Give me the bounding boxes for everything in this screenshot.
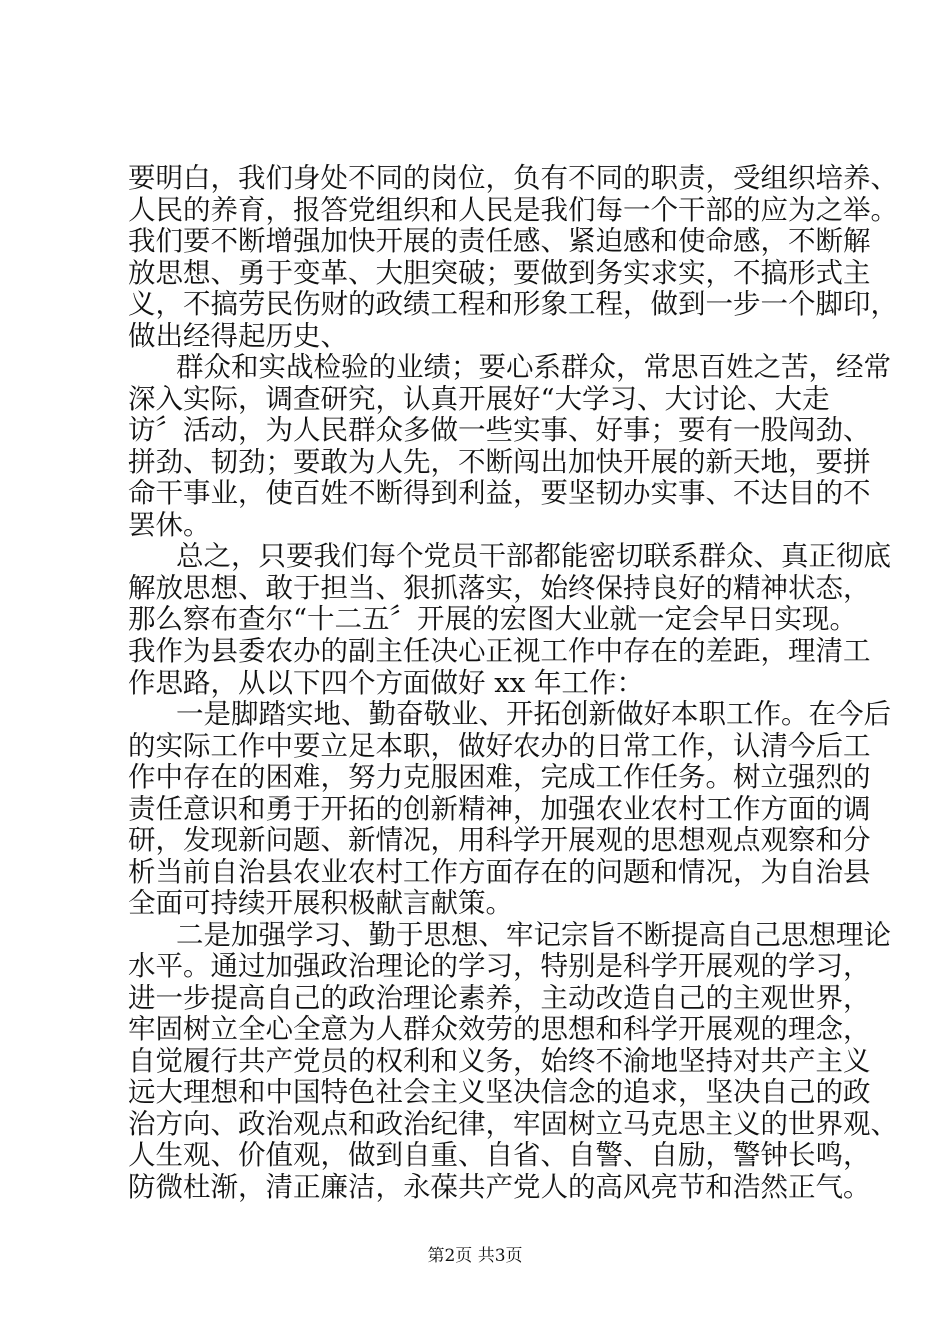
text-line: 一是脚踏实地、勤奋敬业、开拓创新做好本职工作。在今后	[176, 698, 891, 730]
text-line: 牢固树立全心全意为人群众效劳的思想和科学开展观的理念，	[128, 1013, 871, 1045]
text-line: 责任意识和勇于开拓的创新精神，加强农业农村工作方面的调	[128, 793, 871, 825]
text-line: 作思路，从以下四个方面做好 xx 年工作：	[128, 667, 644, 699]
text-line: 人生观、价值观，做到自重、自省、自警、自励，警钟长鸣，	[128, 1139, 871, 1171]
text-line: 命干事业，使百姓不断得到利益，要坚韧办实事、不达目的不	[128, 477, 871, 509]
text-line: 拼劲、韧劲；要敢为人先，不断闯出加快开展的新天地，要拼	[128, 446, 871, 478]
text-line: 的实际工作中要立足本职，做好农办的日常工作，认清今后工	[128, 730, 871, 762]
text-line: 防微杜渐，清正廉洁，永葆共产党人的高风亮节和浩然正气。	[128, 1171, 871, 1203]
text-line: 群众和实战检验的业绩；要心系群众，常思百姓之苦，经常	[176, 351, 891, 383]
text-line: 治方向、政治观点和政治纪律，牢固树立马克思主义的世界观、	[128, 1108, 898, 1140]
page-number-footer: 第2页 共3页	[427, 1246, 523, 1266]
text-line: 解放思想、敢于担当、狠抓落实，始终保持良好的精神状态，	[128, 572, 871, 604]
text-line: 进一步提高自己的政治理论素养，主动改造自己的主观世界，	[128, 982, 871, 1014]
text-line: 研，发现新问题、新情况，用科学开展观的思想观点观察和分	[128, 824, 871, 856]
text-line: 罢休。	[128, 509, 211, 541]
text-line: 访〞活动，为人民群众多做一些实事、好事；要有一股闯劲、	[128, 414, 871, 446]
text-line: 二是加强学习、勤于思想、牢记宗旨不断提高自己思想理论	[176, 919, 891, 951]
text-line: 人民的养育，报答党组织和人民是我们每一个干部的应为之举。	[128, 194, 898, 226]
text-line: 那么察布查尔“十二五〞开展的宏图大业就一定会早日实现。	[128, 603, 858, 635]
text-line: 放思想、勇于变革、大胆突破；要做到务实求实，不搞形式主	[128, 257, 871, 289]
text-line: 总之，只要我们每个党员干部都能密切联系群众、真正彻底	[176, 540, 891, 572]
text-line: 深入实际，调查研究，认真开展好“大学习、大讨论、大走	[128, 383, 830, 415]
text-line: 远大理想和中国特色社会主义坚决信念的追求，坚决自己的政	[128, 1076, 871, 1108]
text-line: 水平。通过加强政治理论的学习，特别是科学开展观的学习，	[128, 950, 871, 982]
text-line: 我作为县委农办的副主任决心正视工作中存在的差距，理清工	[128, 635, 871, 667]
text-line: 义，不搞劳民伤财的政绩工程和形象工程，做到一步一个脚印，	[128, 288, 898, 320]
text-line: 要明白，我们身处不同的岗位，负有不同的职责，受组织培养、	[128, 162, 898, 194]
text-line: 全面可持续开展积极献言献策。	[128, 887, 513, 919]
text-line: 自觉履行共产党员的权利和义务，始终不渝地坚持对共产主义	[128, 1045, 871, 1077]
text-line: 作中存在的困难，努力克服困难，完成工作任务。树立强烈的	[128, 761, 871, 793]
text-line: 做出经得起历史、	[128, 320, 348, 352]
text-line: 析当前自治县农业农村工作方面存在的问题和情况，为自治县	[128, 856, 871, 888]
text-line: 我们要不断增强加快开展的责任感、紧迫感和使命感，不断解	[128, 225, 871, 257]
